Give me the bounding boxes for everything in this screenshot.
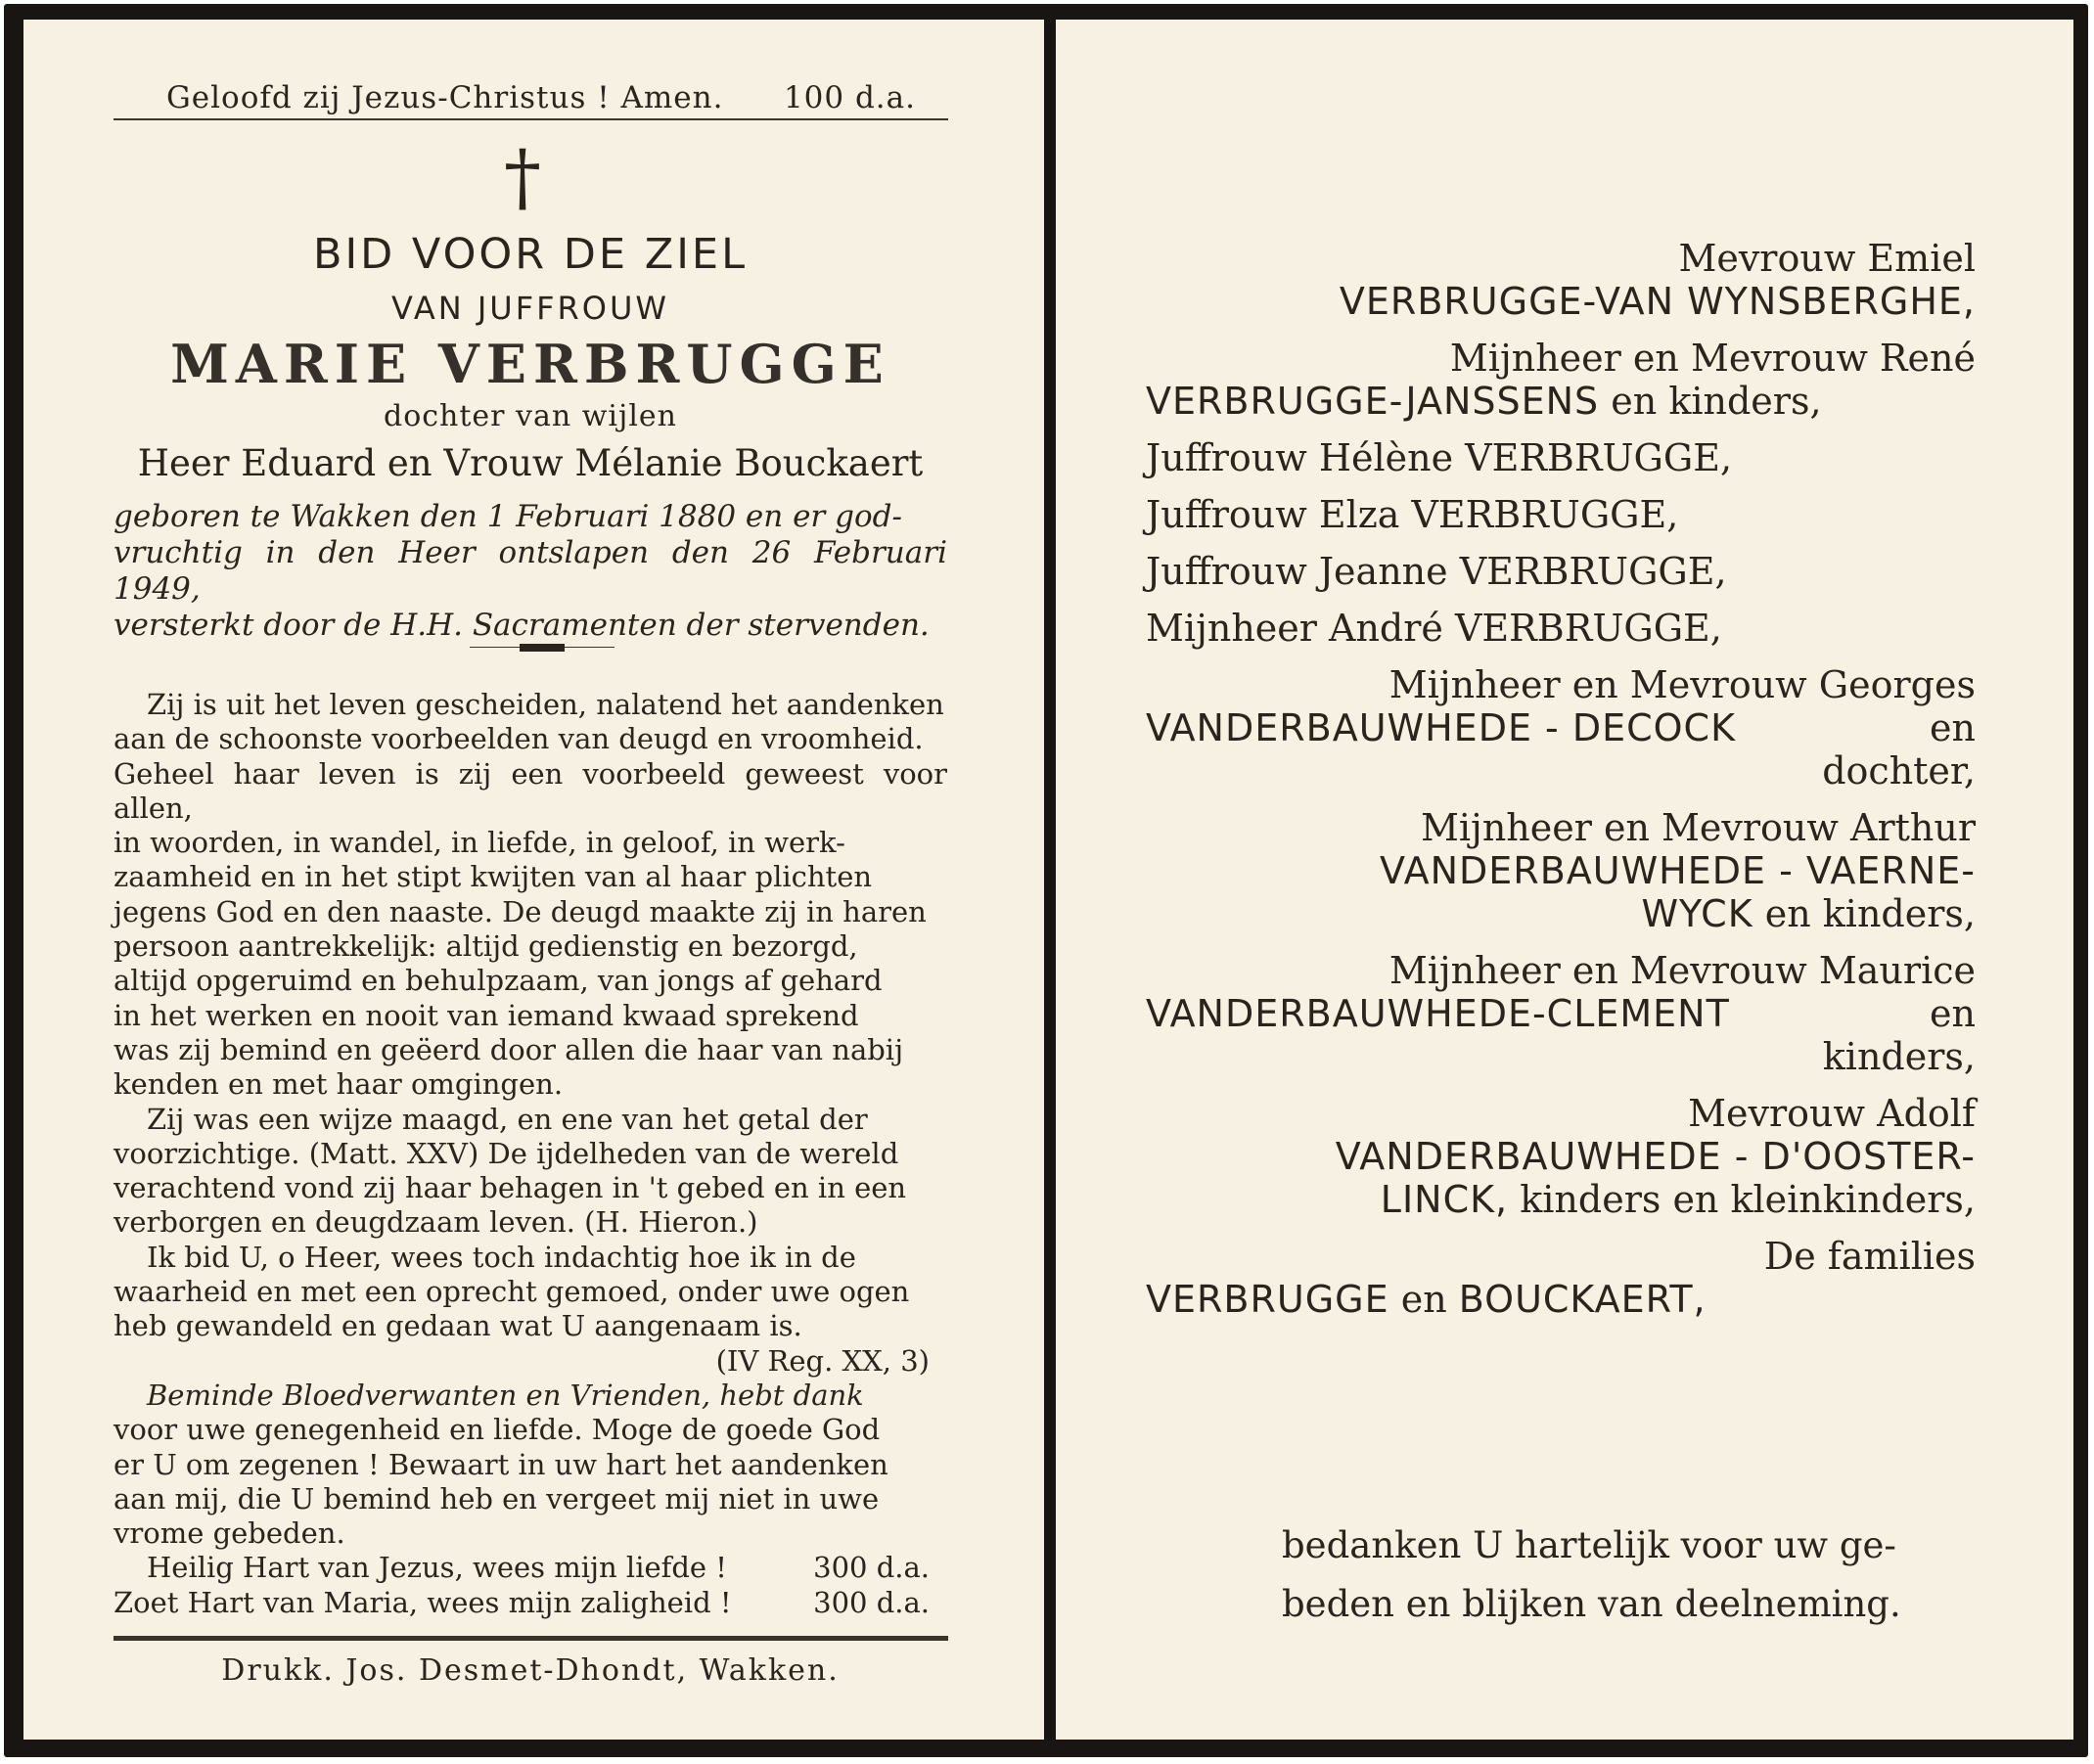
left-page [23, 20, 1044, 1740]
body-line: Ik bid U, o Heer, wees toch indachtig hoe ik in de [147, 1240, 856, 1274]
family-line: Juffrouw Jeanne VERBRUGGE, [1146, 550, 1727, 593]
family-line: VANDERBAUWHEDE-CLEMENT en [1146, 992, 1976, 1035]
family-line: De families [1763, 1235, 1976, 1278]
ornament-divider [470, 641, 615, 655]
body-line: Zij is uit het leven gescheiden, nalatend het aandenken [147, 688, 944, 721]
body-line: verborgen en deugdzaam leven. (H. Hieron.) [114, 1205, 758, 1240]
family-line: VANDERBAUWHEDE - VAERNE- [1380, 849, 1976, 892]
family-line: VANDERBAUWHEDE - D'OOSTER- [1335, 1135, 1976, 1178]
family-line: Mijnheer en Mevrouw Georges [1388, 663, 1976, 706]
body-line: zaamheid en in het stipt kwijten van al haar plichten [114, 860, 873, 894]
body-line: in woorden, in wandel, in liefde, in geloof, in werk- [114, 826, 845, 860]
body-line: jegens God en den naaste. De deugd maakte zij in haren [114, 894, 927, 928]
body-line: vrome gebeden. [114, 1516, 345, 1551]
parents-names: Heer Eduard en Vrouw Mélanie Bouckaert [137, 442, 924, 484]
family-line: Mevrouw Emiel [1678, 237, 1976, 280]
body-line: waarheid en met een oprecht gemoed, onder uwe ogen [114, 1275, 910, 1309]
daughter-of: dochter van wijlen [383, 399, 677, 433]
body-line: altijd opgeruimd en behulpzaam, van jongs af gehard [114, 964, 883, 998]
family-list [1146, 237, 1976, 1321]
memorial-text [114, 688, 947, 1620]
body-line: er U om zegenen ! Bewaart in uw hart het aandenken [114, 1447, 888, 1481]
closing-text [1282, 1516, 1976, 1634]
body-line: kenden en met haar omgingen. [114, 1067, 564, 1102]
body-line: persoon aantrekkelijk: altijd gedienstig en bezorgd, [114, 929, 858, 964]
cross-icon: † [504, 133, 541, 220]
body-line: was zij bemind en geëerd door allen die haar van nabij [114, 1032, 904, 1066]
body-line: (IV Reg. XX, 3) [715, 1343, 930, 1378]
body-line: Geheel haar leven is zij een voorbeeld geweest voor allen, [114, 756, 947, 825]
family-line: VERBRUGGE-VAN WYNSBERGHE, [1339, 280, 1976, 323]
birth-death-text [114, 499, 947, 644]
title-line-1: BID VOOR DE ZIEL [312, 230, 749, 279]
body-line: aan mij, die U bemind heb en vergeet mij niet in uwe [114, 1481, 880, 1515]
family-line: Mijnheer en Mevrouw René [1449, 337, 1976, 380]
born-line: vruchtig in den Heer ontslapen den 26 Februari 1949, [114, 535, 947, 607]
body-line: in het werken en nooit van iemand kwaad sprekend [114, 998, 859, 1032]
family-line: Mijnheer André VERBRUGGE, [1146, 607, 1722, 650]
header-indulgence: 100 d.a. [783, 80, 916, 115]
family-line: LINCK, kinders en kleinkinders, [1380, 1178, 1976, 1221]
bottom-rule [114, 1636, 948, 1641]
family-line: WYCK en kinders, [1641, 892, 1976, 935]
family-line: Juffrouw Hélène VERBRUGGE, [1146, 436, 1733, 479]
header-text: Geloofd zij Jezus-Christus ! Amen. [166, 80, 724, 115]
closing-line: beden en blijken van deelneming. [1282, 1583, 1901, 1625]
deceased-name: MARIE VERBRUGGE [170, 333, 890, 395]
family-line: Mijnheer en Mevrouw Arthur [1420, 806, 1976, 849]
mourning-card [4, 4, 2088, 1757]
body-line: Beminde Bloedverwanten en Vrienden, hebt dank [147, 1378, 864, 1412]
prayer-line: Zoet Hart van Maria, wees mijn zaligheid ! 300 d.a. [114, 1585, 930, 1619]
body-line: Zij was een wijze maagd, en ene van het getal der [147, 1102, 868, 1136]
family-line: VERBRUGGE en BOUCKAERT, [1146, 1278, 1707, 1321]
family-line: Mevrouw Adolf [1688, 1092, 1976, 1135]
title-line-2: VAN JUFFROUW [391, 290, 669, 327]
right-page [1056, 20, 2073, 1740]
body-line: aan de schoonste voorbeelden van deugd en vroomheid. [114, 722, 924, 756]
top-rule [114, 118, 948, 120]
body-line: voor uwe genegenheid en liefde. Moge de goede God [114, 1413, 881, 1447]
family-line: Juffrouw Elza VERBRUGGE, [1146, 493, 1679, 536]
family-line: kinders, [1822, 1035, 1976, 1078]
family-line: VERBRUGGE-JANSSENS en kinders, [1146, 380, 1822, 423]
family-line: Mijnheer en Mevrouw Maurice [1388, 949, 1976, 992]
born-line: geboren te Wakken den 1 Februari 1880 en er god- [114, 499, 902, 534]
printer-credit: Drukk. Jos. Desmet-Dhondt, Wakken. [221, 1653, 840, 1688]
closing-line: bedanken U hartelijk voor uw ge- [1282, 1524, 1896, 1566]
family-line: dochter, [1822, 749, 1976, 792]
body-line: heb gewandeld en gedaan wat U aangenaam is. [114, 1309, 802, 1343]
prayer-line: Heilig Hart van Jezus, wees mijn liefde ! 300 d.a. [147, 1551, 930, 1585]
born-line: versterkt door de H.H. Sacramenten der stervenden. [114, 608, 930, 643]
body-line: verachtend vond zij haar behagen in 't gebed en in een [114, 1171, 907, 1205]
family-line: VANDERBAUWHEDE - DECOCK en [1146, 706, 1976, 749]
body-line: voorzichtige. (Matt. XXV) De ijdelheden van de wereld [114, 1136, 899, 1170]
